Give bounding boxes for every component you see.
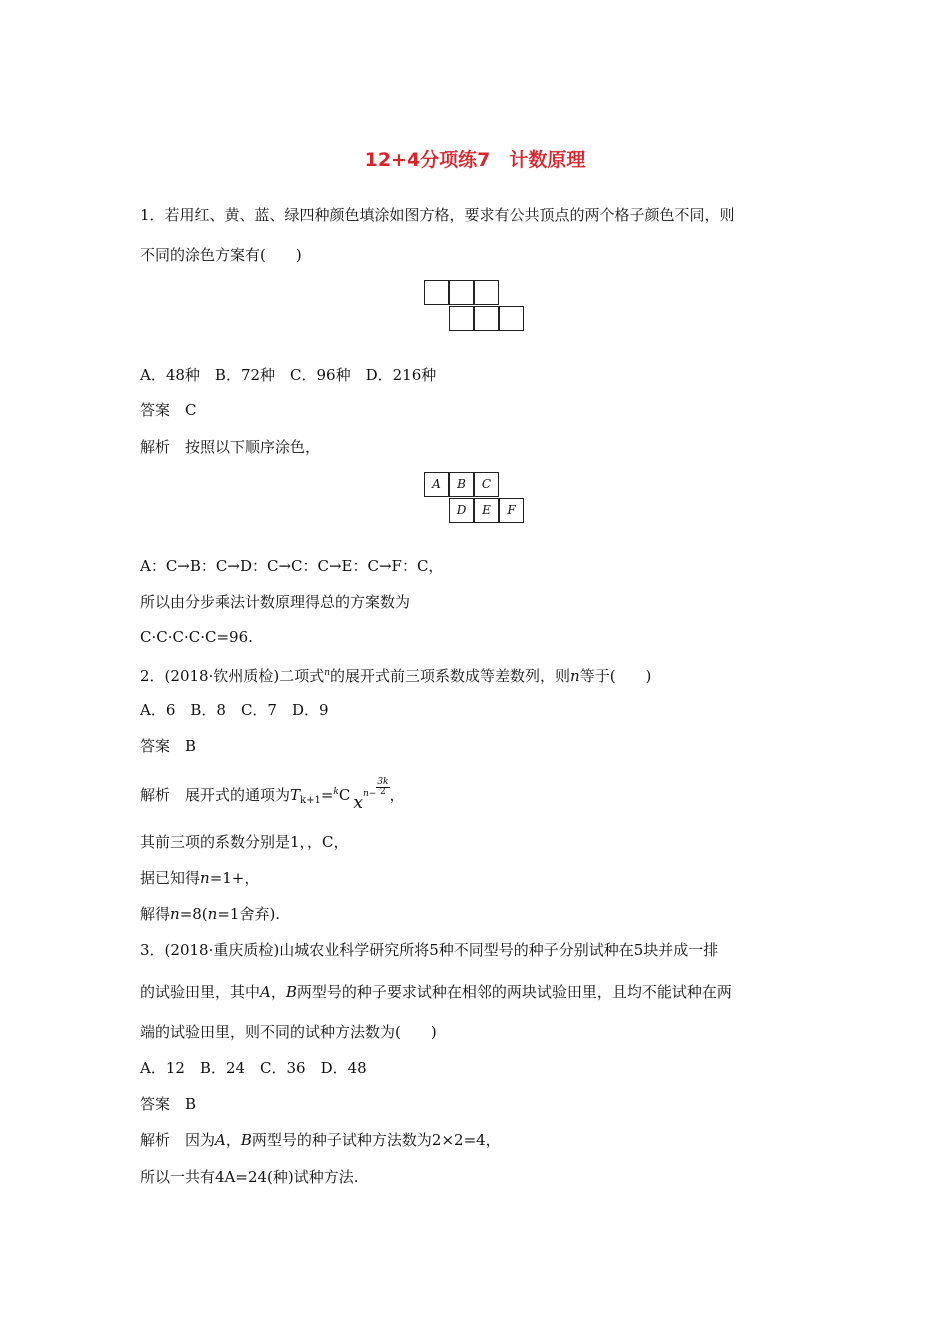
q1-formula: C·C·C·C·C=96. [140, 628, 253, 646]
q2-line5-var2: n [207, 905, 218, 923]
q2-line5-mid: =8( [179, 905, 208, 923]
q3-stem2-a: A [260, 983, 271, 1001]
q3-analysis-b: B [240, 1131, 252, 1149]
q2-c: C [338, 786, 351, 804]
q2-line5-var: n [170, 905, 180, 923]
q2-answer: 答案 B [140, 737, 197, 755]
q3-stem-line-3: 端的试验田里，则不同的试种方法数为( ) [140, 1023, 437, 1041]
q3-stem2-comma: ， [270, 983, 286, 1001]
grid-cell-f: F [499, 498, 524, 523]
q3-answer: 答案 B [140, 1095, 197, 1113]
q3-stem-line-1: 3．(2018·重庆质检)山城农业科学研究所将5种不同型号的种子分别试种在5块并成一排 [140, 941, 719, 959]
grid-cell [499, 306, 524, 331]
q2-stem-post: 的展开式前三项系数成等差数列，则 [330, 667, 571, 685]
q3-analysis-a: A [215, 1131, 226, 1149]
grid-cell [449, 280, 474, 305]
grid-cell-a: A [424, 472, 449, 497]
q2-line4-post: =1+， [209, 869, 260, 887]
q1-options: A．48种 B．72种 C．96种 D．216种 [140, 366, 437, 384]
grid-cell-c: C [474, 472, 499, 497]
q1-stem-line-2: 不同的涂色方案有( ) [140, 246, 302, 264]
q3-options: A．12 B．24 C．36 D．48 [140, 1059, 367, 1077]
q2-stem [140, 663, 651, 686]
q2-exp-frac [376, 778, 389, 797]
q2-line-3: 其前三项的系数分别是1，，C， [140, 833, 349, 851]
q1-conclusion: 所以由分步乘法计数原理得总的方案数为 [140, 593, 411, 611]
q1-figure-grid [424, 280, 527, 333]
grid-cell [474, 306, 499, 331]
q3-stem2-pre: 的试验田里，其中 [140, 983, 261, 1001]
grid-cell-d: D [449, 498, 474, 523]
q2-stem-end: 等于( ) [579, 667, 652, 685]
q2-term-sub: k+1 [300, 795, 321, 806]
q2-line5-pre: 解得 [140, 905, 171, 923]
grid-cell [424, 280, 449, 305]
q1-labeled-grid [424, 472, 527, 525]
q1-answer: 答案 C [140, 401, 197, 419]
q1-analysis: 解析 按照以下顺序涂色， [140, 438, 321, 456]
grid-cell-b: B [449, 472, 474, 497]
q2-analysis [140, 778, 405, 816]
q2-x: x [353, 793, 363, 813]
q2-options: A．6 B．8 C．7 D．9 [140, 701, 329, 719]
grid-cell-e: E [474, 498, 499, 523]
q2-line5-post: =1舍弃). [217, 905, 281, 923]
q2-exp-num: 3k [377, 777, 389, 787]
q2-analysis-pre: 解析 展开式的通项为 [140, 786, 291, 804]
q3-stem2-b: B [285, 983, 297, 1001]
q2-exp-n: n− [362, 789, 377, 799]
q2-exponent: n [324, 668, 330, 678]
q2-term-t: T [290, 786, 301, 804]
q2-line-4 [140, 868, 259, 888]
q3-stem-line-2 [140, 982, 732, 1002]
q3-last-line: 所以一共有4A=24(种)试种方法. [140, 1168, 359, 1186]
q1-stem-line-1: 1．若用红、黄、蓝、绿四种颜色填涂如图方格，要求有公共顶点的两个格子颜色不同，则 [140, 206, 735, 224]
grid-cell [474, 280, 499, 305]
q2-comma: ， [389, 786, 405, 804]
q2-exp-den: 2 [380, 787, 386, 797]
q2-var-n: n [570, 667, 580, 685]
q2-line-5 [140, 904, 280, 924]
q2-k-sup: k [333, 787, 339, 797]
page-title: 12+4分项练7 计数原理 [364, 149, 586, 171]
q2-stem-pre: 2．(2018·钦州质检)二项式 [140, 667, 325, 685]
q3-stem2-post: 两型号的种子要求试种在相邻的两块试验田里，且均不能试种在两 [296, 983, 732, 1001]
grid-cell [449, 306, 474, 331]
q3-analysis-pre: 解析 因为 [140, 1131, 216, 1149]
q3-analysis-post: 两型号的种子试种方法数为2×2=4， [251, 1131, 501, 1149]
q1-step-line: A：C→B：C→D：C→C：C→E：C→F：C， [140, 557, 444, 575]
q2-line4-var: n [200, 869, 210, 887]
q3-analysis [140, 1130, 501, 1150]
q2-eq: = [320, 786, 334, 804]
q2-line4-pre: 据已知得 [140, 869, 201, 887]
q3-analysis-comma: ， [225, 1131, 241, 1149]
